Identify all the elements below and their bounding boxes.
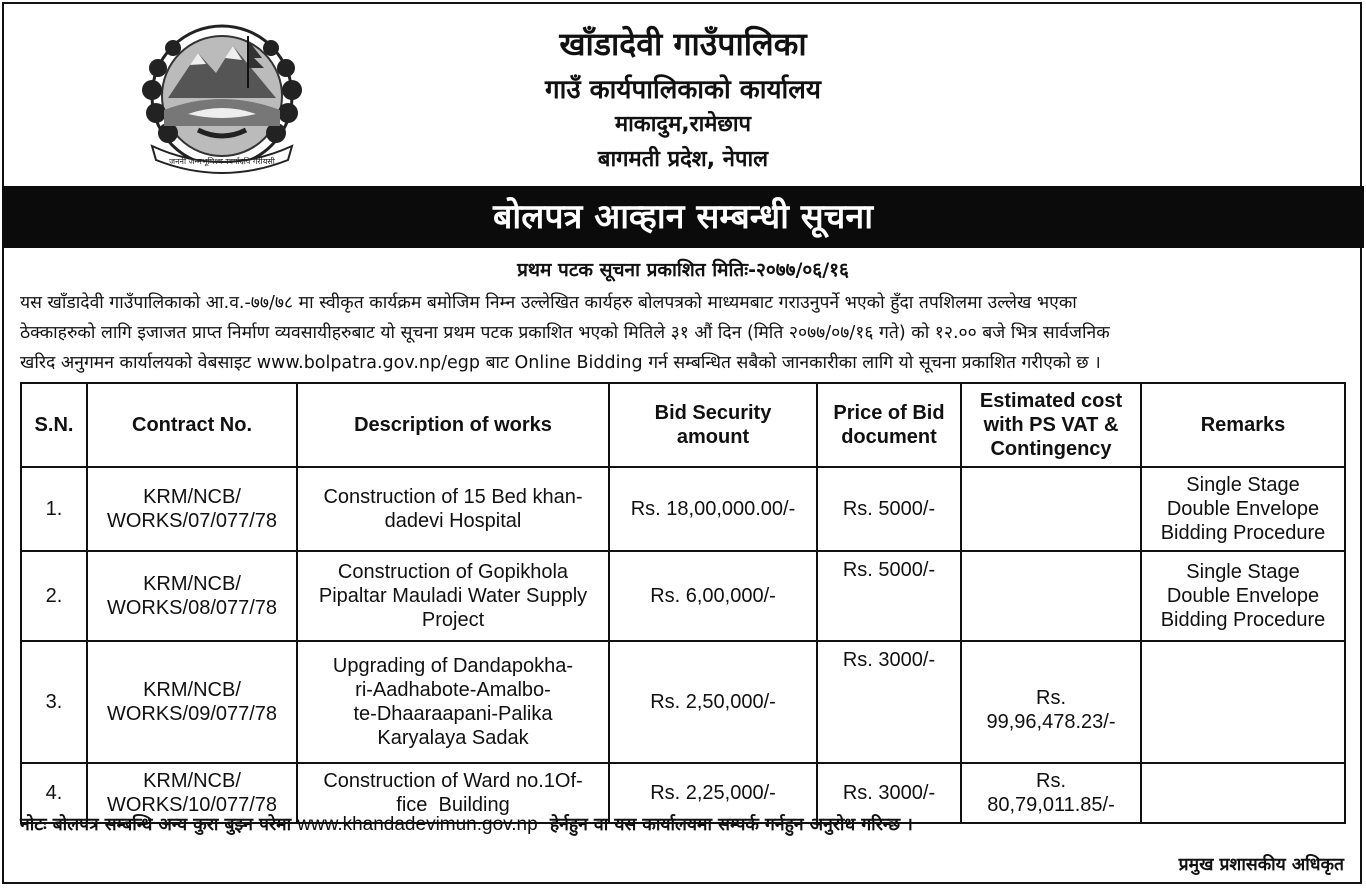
letterhead [0, 0, 1366, 186]
intro-line-2: ठेक्काहरुको लागि इजाजत प्राप्त निर्माण व्यवसायीहरुबाट यो सूचना प्रथम पटक प्रकाशित भएको मितिले ३१ औं दिन (मिति २०७७/०७/१६ गते) को १२.०० बजे भित्र सार्वजनिक [20, 323, 1110, 343]
cell-contract: KRM/NCB/ WORKS/10/077/78 [87, 763, 297, 823]
cell-description: Construction of Ward no.1Of- fice Building [297, 763, 609, 823]
cell-price: Rs. 3000/- [817, 641, 961, 763]
table-row [21, 551, 1345, 641]
cell-description: Construction of 15 Bed khan- dadevi Hospital [297, 467, 609, 551]
address-line-1: माकादुम,रामेछाप [614, 112, 752, 137]
intro-line-3: खरिद अनुगमन कार्यालयको वेबसाइट www.bolpatra.gov.np/egp बाट Online Bidding गर्न सम्बन्धित सबैको जानकारीका लागि यो सूचना प्रकाशित गरीएको छ । [20, 353, 1101, 373]
cell-estimated: Rs. 99,96,478.23/- [961, 641, 1141, 763]
published-date-line: प्रथम पटक सूचना प्रकाशित मितिः-२०७७/०६/१६ [517, 259, 849, 281]
header-bid-security: Bid Security amount [609, 383, 817, 467]
table-row [21, 467, 1345, 551]
cell-sn: 4. [21, 763, 87, 823]
website-link[interactable]: www.khandadevimun.gov.np [297, 814, 538, 835]
header-price: Price of Bid document [817, 383, 961, 467]
note-suffix: हेर्नहुन वा यस कार्यालयमा सम्पर्क गर्नहुन अनुरोध गरिन्छ । [537, 815, 913, 835]
cell-contract: KRM/NCB/ WORKS/08/077/78 [87, 551, 297, 641]
tender-table [20, 382, 1346, 824]
cell-contract: KRM/NCB/ WORKS/09/077/78 [87, 641, 297, 763]
cell-bid-security: Rs. 6,00,000/- [609, 551, 817, 641]
cell-sn: 1. [21, 467, 87, 551]
cell-description: Construction of Gopikhola Pipaltar Mauladi Water Supply Project [297, 551, 609, 641]
cell-estimated: Rs. 80,79,011.85/- [961, 763, 1141, 823]
cell-price: Rs. 3000/- [817, 763, 961, 823]
cell-remarks: Single Stage Double Envelope Bidding Procedure [1141, 551, 1345, 641]
cell-price: Rs. 5000/- [817, 467, 961, 551]
cell-bid-security: Rs. 18,00,000.00/- [609, 467, 817, 551]
intro-line-1: यस खाँडादेवी गाउँपालिकाको आ.व.-७७/७८ मा स्वीकृत कार्यक्रम बमोजिम निम्न उल्लेखित कार्यहरु बोलपत्रको माध्यमबाट गराउनुपर्ने भएको हुँदा तपशिलमा उल्लेख भएका [20, 293, 1077, 313]
note-prefix: नोटः बोलपत्र सम्बन्धि अन्य कुरा बुझ्न परेमा [20, 815, 298, 835]
header-contract-no: Contract No. [87, 383, 297, 467]
table-header-row [21, 383, 1345, 467]
cell-remarks [1141, 641, 1345, 763]
signature-title: प्रमुख प्रशासकीय अधिकृत [1178, 855, 1344, 875]
intro-paragraph [20, 288, 1350, 378]
header-description: Description of works [297, 383, 609, 467]
cell-price: Rs. 5000/- [817, 551, 961, 641]
address-line-2: बागमती प्रदेश, नेपाल [597, 147, 769, 172]
cell-estimated [961, 467, 1141, 551]
cell-sn: 3. [21, 641, 87, 763]
cell-contract: KRM/NCB/ WORKS/07/077/78 [87, 467, 297, 551]
table-row [21, 641, 1345, 763]
office-name: खाँडादेवी गाउँपालिका [559, 25, 807, 63]
footer-note [20, 812, 913, 836]
office-subtitle: गाउँ कार्यपालिकाको कार्यालय [545, 75, 821, 105]
notice-title-banner: बोलपत्र आव्हान सम्बन्धी सूचना [2, 186, 1364, 248]
cell-remarks: Single Stage Double Envelope Bidding Procedure [1141, 467, 1345, 551]
cell-description: Upgrading of Dandapokha- ri-Aadhabote-Amalbo- te-Dhaaraapani-Palika Karyalaya Sadak [297, 641, 609, 763]
header-sn: S.N. [21, 383, 87, 467]
emblem-motto: जननी जन्मभूमिश्च स्वर्गादपि गरीयसी [169, 157, 275, 166]
cell-remarks [1141, 763, 1345, 823]
header-estimated-cost: Estimated cost with PS VAT & Contingency [961, 383, 1141, 467]
cell-estimated [961, 551, 1141, 641]
cell-sn: 2. [21, 551, 87, 641]
cell-bid-security: Rs. 2,25,000/- [609, 763, 817, 823]
header-remarks: Remarks [1141, 383, 1345, 467]
cell-bid-security: Rs. 2,50,000/- [609, 641, 817, 763]
